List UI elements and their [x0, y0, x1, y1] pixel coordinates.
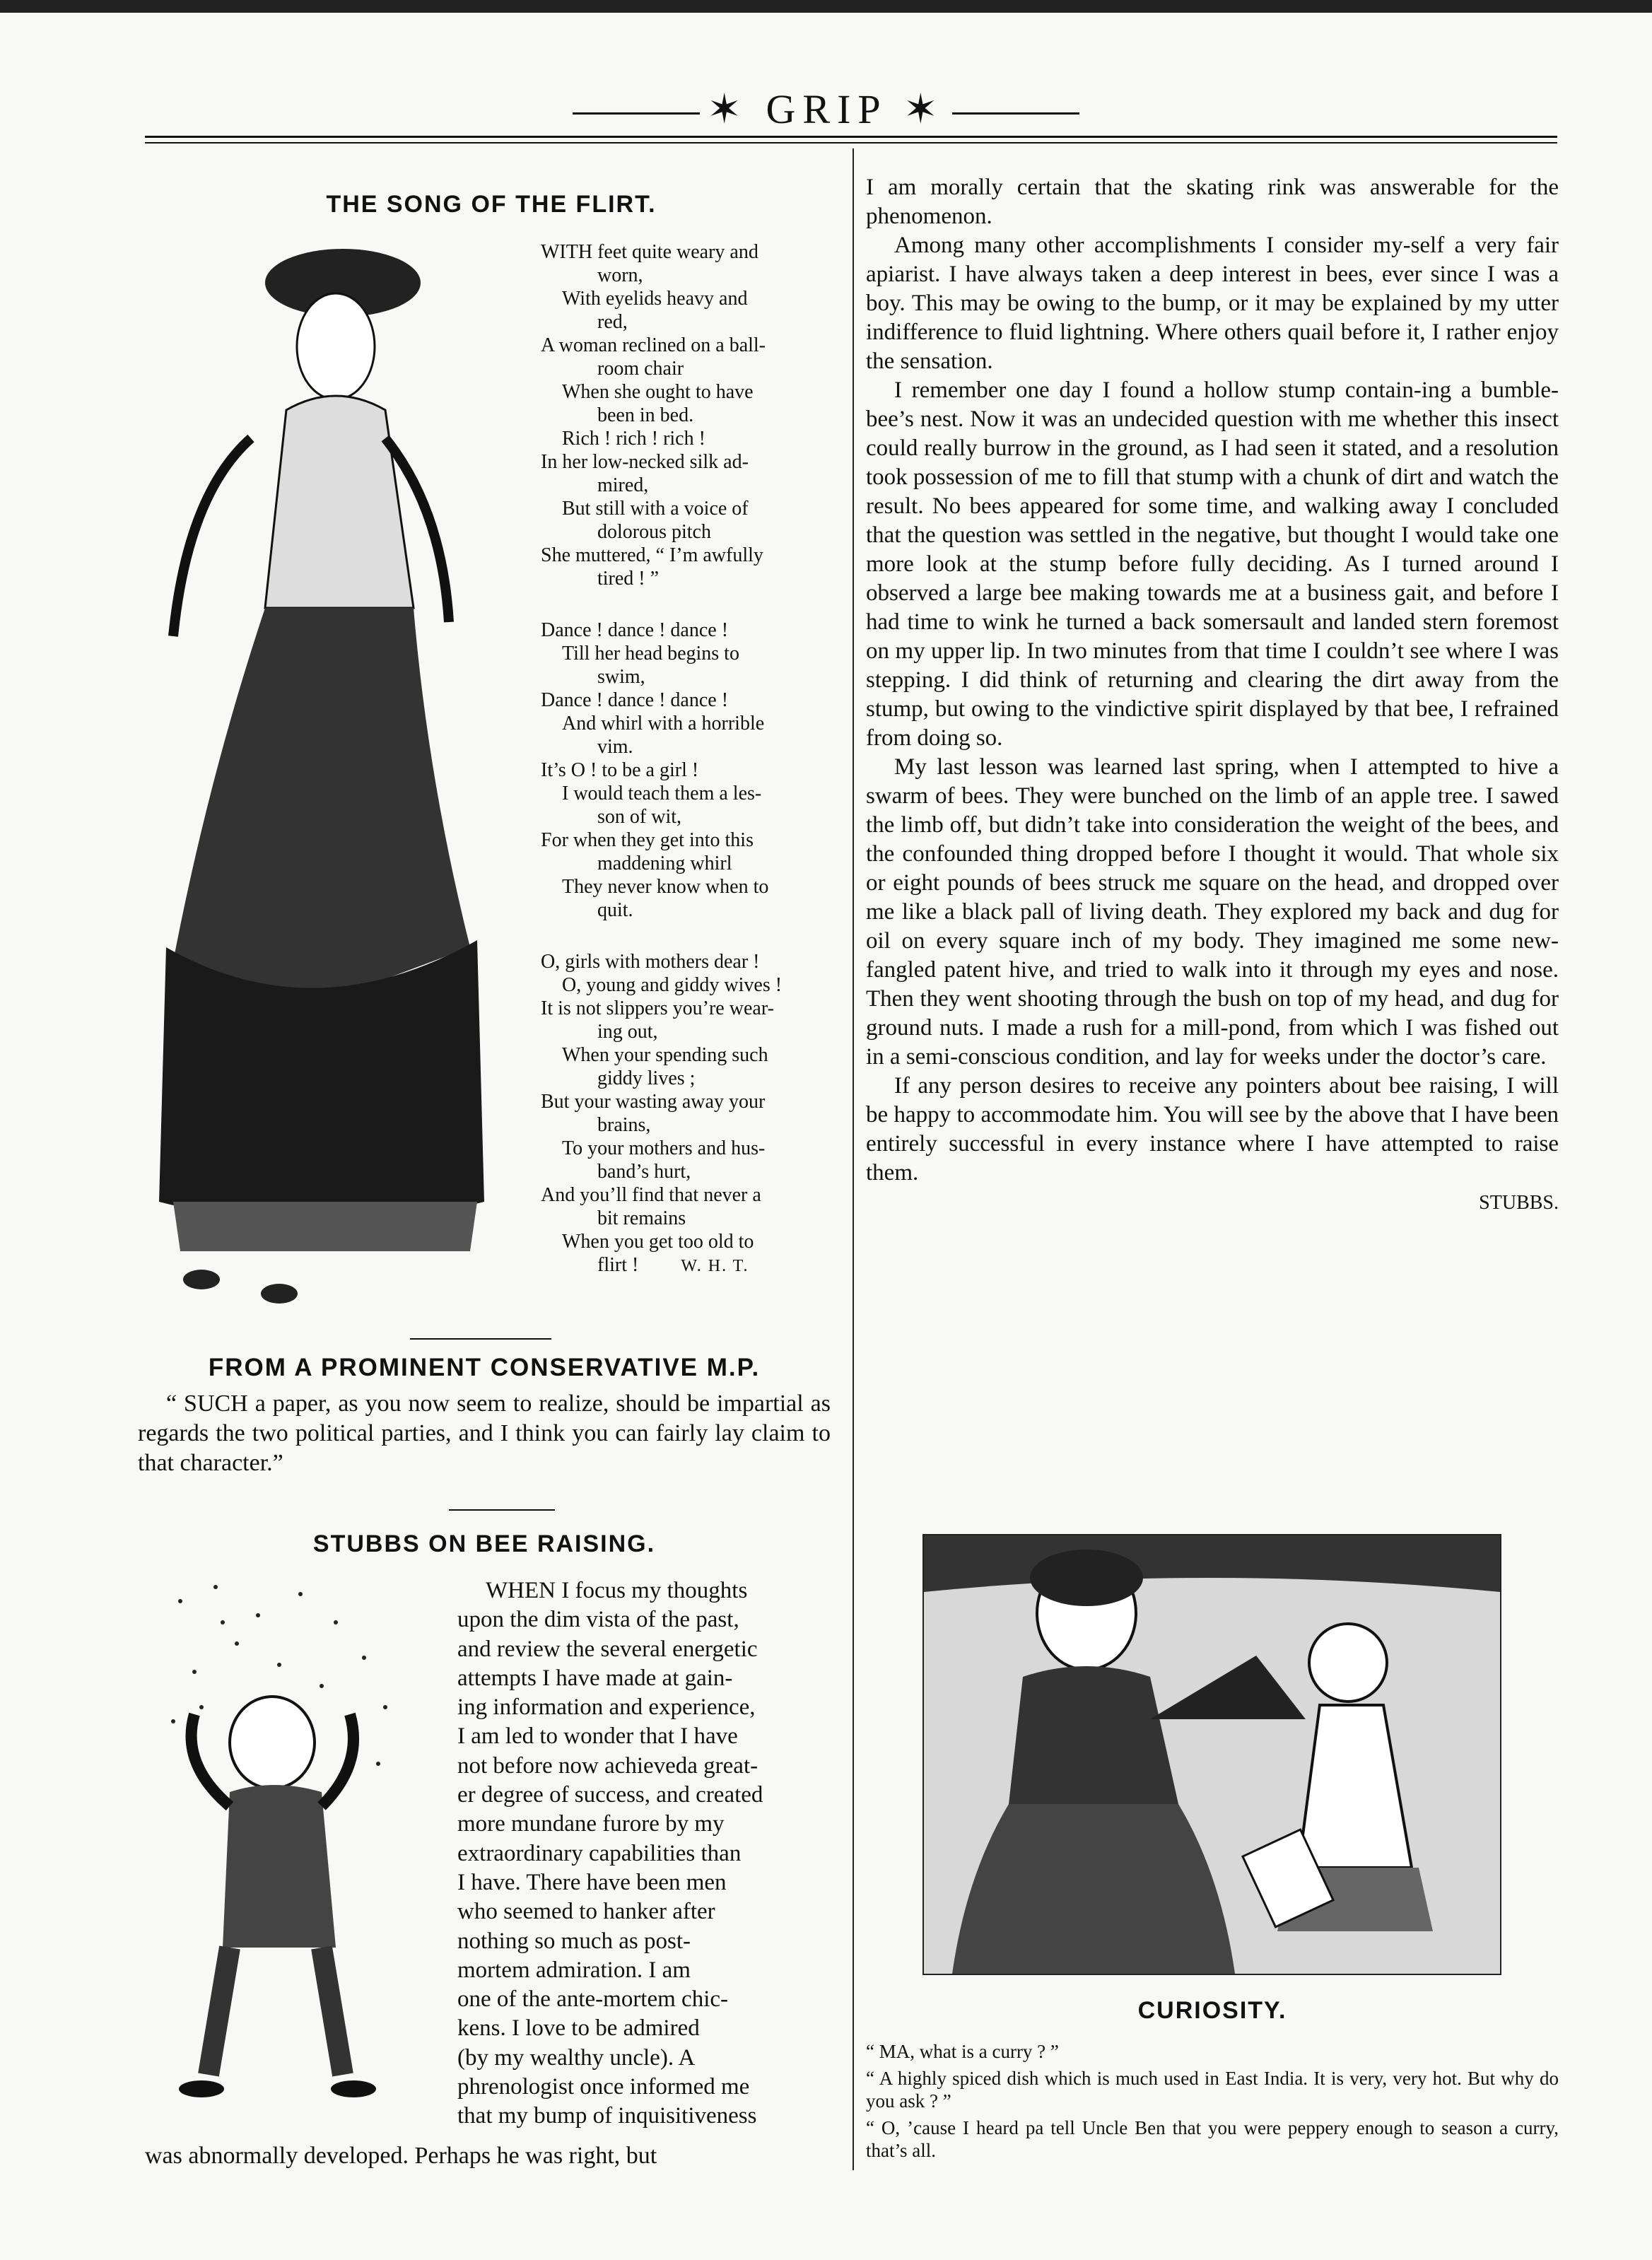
curiosity-caption: [866, 1997, 1559, 2166]
bees-heading: STUBBS ON BEE RAISING.: [312, 1530, 656, 1557]
poem-line: swim,: [597, 666, 645, 688]
section-rule: [449, 1509, 555, 1511]
flirt-heading: THE SONG OF THE FLIRT.: [326, 191, 657, 218]
poem-line: WITH feet quite weary and: [541, 241, 758, 263]
poem-line: And whirl with a horrible: [562, 713, 765, 734]
poem-line: red,: [597, 311, 628, 333]
stanza-1: [541, 240, 838, 590]
section-rule: [410, 1338, 551, 1340]
poem-line: Dance ! dance ! dance !: [541, 689, 729, 711]
bees-paragraph: If any person desires to receive any pointers about bee raising, I will be happy to accommodate him. You will see by the above that I have been entirely successful in every instance where I have attempted to raise them.: [866, 1073, 1559, 1185]
poem-line: But your wasting away your: [541, 1091, 766, 1113]
poem-line: It is not slippers you’re wear-: [541, 997, 774, 1019]
poem-line: I would teach them a les-: [562, 783, 762, 804]
text-line: nothing so much as post-: [457, 1928, 691, 1954]
text-line: that my bump of inquisitiveness: [457, 2103, 757, 2129]
flirt-illustration: [145, 240, 512, 1322]
text-line: kens. I love to be admired: [457, 2015, 700, 2042]
flirt-poem: [541, 240, 838, 1306]
poem-line: dolorous pitch: [597, 521, 711, 543]
bees-paragraph: I remember one day I found a hollow stump contain-ing a bumble-bee’s nest. Now it was an undecided question with me whether this insect could really burrow in the ground, as I had seen it stated, and a resolution took possession of me to fill that stump with a chunk of dirt and watch the result. No bees appeared for some time, and walking away I concluded that the question was settled in the negative, but thought I would take one more look at the stump before fully deciding. As I turned around I observed a large bee making towards me at a business gait, and before I had time to wink he turned a back somersault and landed stern foremost on my upper lip. In two minutes from that time I couldn’t see where I was stepping. I did think of returning and clearing the dirt away from the stump, but owing to the vindictive spirit displayed by that bee, I refrained from doing so.: [866, 377, 1559, 751]
poem-line: In her low-necked silk ad-: [541, 451, 749, 473]
poem-line: When your spending such: [562, 1044, 768, 1066]
poem-line: To your mothers and hus-: [562, 1137, 766, 1159]
poem-line: When you get too old to: [562, 1231, 754, 1253]
poem-line: She muttered, “ I’m awfully: [541, 544, 763, 566]
text-line: attempts I have made at gain-: [457, 1665, 733, 1691]
text-line: more mundane furore by my: [457, 1811, 725, 1837]
poem-signature: W. H. T.: [681, 1257, 749, 1275]
header-rule-top: [145, 136, 1557, 138]
conservative-article: [138, 1354, 831, 1478]
poem-line: giddy lives ;: [597, 1067, 696, 1089]
masthead-star-left: ✶: [707, 86, 749, 132]
masthead: [0, 85, 1652, 133]
masthead-rule-left: [573, 112, 700, 115]
dialog-line: “ A highly spiced dish which is much used in East India. It is very, very hot. But why do you ask ? ”: [866, 2068, 1559, 2112]
text-line: and review the several energetic: [457, 1636, 758, 1662]
bees-paragraph: My last lesson was learned last spring, when I attempted to hive a swarm of bees. They were bunched on the limb of an apple tree. I sawed the limb off, but didn’t take into consideration the weight of the bees, and the confounded thing dropped before I thought it would. That whole six or eight pounds of bees struck me square on the head, and dropped over me like a black pall of living death. They explored my back and dug for oil on every square inch of my body. They imagined me some new-fangled patent hive, and tried to walk into it through my eyes and nose. Then they went shooting through the bush on top of my head, and dug for ground nuts. I made a rush for a mill-pond, from which I was fished out in a semi-conscious condition, and lay for weeks under the doctor’s care.: [866, 754, 1559, 1070]
poem-line-text: flirt !: [597, 1254, 639, 1276]
bees-article: [145, 1530, 824, 1558]
poem-line: It’s O ! to be a girl !: [541, 759, 699, 781]
poem-line: A woman reclined on a ball-: [541, 334, 766, 356]
poem-line: For when they get into this: [541, 829, 754, 851]
top-border: [0, 0, 1652, 13]
text-line: I am led to wonder that I have: [457, 1723, 738, 1750]
text-line: WHEN I focus my thoughts: [486, 1578, 748, 1603]
text-line: not before now achieveda great-: [457, 1752, 758, 1779]
poem-line: O, girls with mothers dear !: [541, 951, 760, 973]
masthead-title: GRIP: [766, 86, 886, 132]
poem-line: band’s hurt,: [597, 1161, 691, 1183]
column-divider: [853, 148, 854, 2170]
man-with-bees-image: [152, 1580, 435, 2131]
poem-line: When she ought to have: [562, 381, 754, 403]
curiosity-title: CURIOSITY.: [1137, 1997, 1287, 2024]
masthead-rule-right: [952, 112, 1079, 115]
poem-line: room chair: [597, 358, 684, 380]
poem-line: bit remains: [597, 1207, 686, 1229]
conservative-quote: “ SUCH a paper, as you now seem to realize, should be impartial as regards the two political parties, and I think you can fairly lay claim to that character.”: [138, 1390, 831, 1476]
masthead-star-right: ✶: [903, 86, 945, 132]
bees-continued: [866, 173, 1559, 1214]
poem-line: ing out,: [597, 1021, 658, 1043]
poem-line: worn,: [597, 264, 643, 286]
text-line: who seemed to hanker after: [457, 1899, 715, 1925]
poem-line: tired ! ”: [597, 568, 660, 590]
poem-line: And you’ll find that never a: [541, 1184, 761, 1206]
text-line: ing information and experience,: [457, 1694, 756, 1721]
poem-line: Till her head begins to: [562, 643, 739, 664]
text-line: (by my wealthy uncle). A: [457, 2044, 696, 2071]
text-line: phrenologist once informed me: [457, 2074, 750, 2100]
poem-line: mired,: [597, 474, 649, 496]
poem-line: [541, 1253, 838, 1278]
bees-intro: [457, 1576, 836, 2131]
text-line: one of the ante-mortem chic-: [457, 1986, 728, 2013]
poem-line: been in bed.: [597, 404, 694, 426]
poem-line: son of wit,: [597, 806, 681, 828]
poem-line: vim.: [597, 736, 633, 758]
poem-line: maddening whirl: [597, 853, 732, 874]
stubbs-illustration: [152, 1580, 435, 2131]
bees-signature: STUBBS.: [1479, 1192, 1559, 1214]
text-line: er degree of success, and created: [457, 1782, 763, 1808]
conservative-heading: FROM A PROMINENT CONSERVATIVE M.P.: [208, 1354, 761, 1381]
mother-and-child-image: [924, 1535, 1500, 1974]
header-rule-bottom: [145, 142, 1557, 144]
poem-line: Rich ! rich ! rich !: [562, 428, 705, 450]
text-line: I have. There have been men: [457, 1869, 727, 1895]
dialog-line: “ MA, what is a curry ? ”: [866, 2041, 1059, 2062]
poem-line: They never know when to: [562, 876, 769, 898]
poem-line: With eyelids heavy and: [562, 288, 748, 310]
poem-line: But still with a voice of: [562, 498, 749, 520]
curiosity-illustration: [922, 1534, 1501, 1975]
poem-line: Dance ! dance ! dance !: [541, 619, 729, 641]
flirt-article: [145, 191, 838, 218]
text-line: upon the dim vista of the past,: [457, 1607, 739, 1633]
stanza-2: [541, 619, 838, 922]
woman-in-ballgown-image: [145, 240, 512, 1322]
bees-intro-last: was abnormally developed. Perhaps he was right, but: [145, 2143, 657, 2169]
bees-paragraph: I am morally certain that the skating rink was answerable for the phenomenon.: [866, 175, 1559, 229]
stanza-3: [541, 950, 838, 1278]
text-line: extraordinary capabilities than: [457, 1840, 742, 1866]
dialog-line: “ O, ’cause I heard pa tell Uncle Ben that you were peppery enough to season a curry, that’s all.: [866, 2117, 1559, 2161]
text-line: mortem admiration. I am: [457, 1957, 691, 1983]
poem-line: O, young and giddy wives !: [562, 974, 783, 996]
poem-line: brains,: [597, 1114, 651, 1136]
poem-line: quit.: [597, 899, 633, 921]
bees-paragraph: Among many other accomplishments I consider my-self a very fair apiarist. I have always taken a deep interest in bees, ever since I was a boy. This may be owing to the bump, or it may be explained by my utter indifference to fluid lightning. Where others quail before it, I rather enjoy the sensation.: [866, 233, 1559, 374]
